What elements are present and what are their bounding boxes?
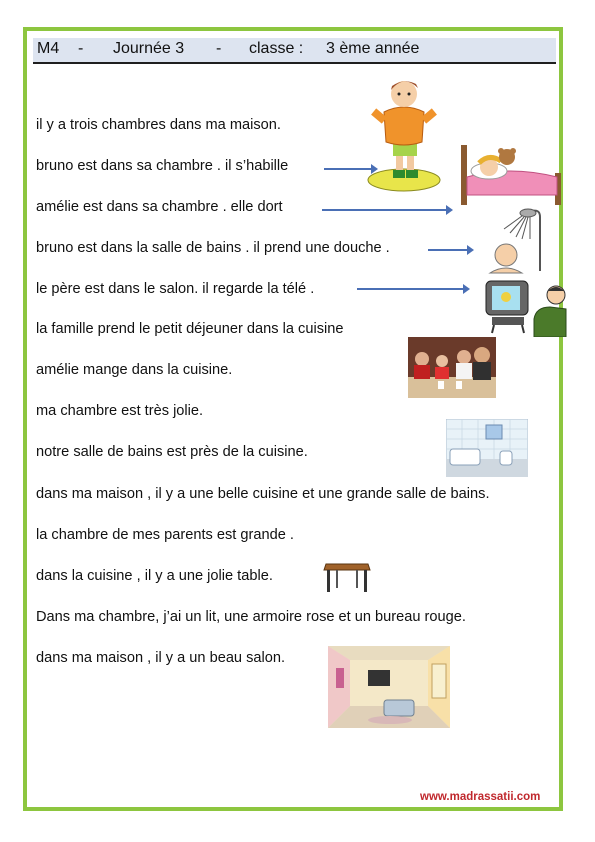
- arrow-icon: [357, 288, 464, 290]
- sentence-line: dans ma maison , il y a un beau salon.: [36, 650, 286, 666]
- module-label: M4: [37, 40, 60, 57]
- boy-dressing-illustration: [362, 72, 442, 192]
- sentence-line: il y a trois chambres dans ma maison.: [36, 117, 281, 133]
- sentence-line: amélie est dans sa chambre . elle dort: [36, 199, 283, 215]
- sentence-line: bruno est dans la salle de bains . il prend une douche .: [36, 240, 390, 256]
- sentence-line: notre salle de bains est près de la cuisine.: [36, 444, 308, 460]
- table-illustration: [322, 560, 372, 594]
- sentence-line: le père est dans le salon. il regarde la télé .: [36, 281, 315, 297]
- sentence-line: dans la cuisine , il y a une jolie table.: [36, 568, 273, 584]
- living-room-illustration: [328, 646, 450, 728]
- sentence-line: amélie mange dans la cuisine.: [36, 362, 233, 378]
- header-bar: [33, 38, 556, 64]
- arrow-icon: [428, 249, 468, 251]
- boy-showering-illustration: [480, 205, 550, 275]
- sentence-line: ma chambre est très jolie.: [36, 403, 204, 419]
- sentence-line: bruno est dans sa chambre . il s’habille: [36, 158, 289, 174]
- girl-sleeping-illustration: [459, 143, 563, 209]
- header-separator: -: [216, 40, 222, 57]
- family-breakfast-photo: [408, 337, 496, 398]
- website-link[interactable]: www.madrassatii.com: [420, 791, 541, 803]
- class-value: 3 ème année: [326, 40, 420, 57]
- sentence-line: la chambre de mes parents est grande .: [36, 527, 294, 543]
- class-label: classe :: [249, 40, 304, 57]
- father-watching-tv-illustration: [484, 275, 568, 337]
- sentence-line: la famille prend le petit déjeuner dans la cuisine: [36, 321, 344, 337]
- bathroom-photo: [446, 419, 528, 477]
- header-separator: -: [78, 40, 84, 57]
- sentence-line: Dans ma chambre, j’ai un lit, une armoire rose et un bureau rouge.: [36, 609, 466, 625]
- day-label: Journée 3: [113, 40, 185, 57]
- arrow-icon: [322, 209, 447, 211]
- sentence-line: dans ma maison , il y a une belle cuisine et une grande salle de bains.: [36, 486, 490, 502]
